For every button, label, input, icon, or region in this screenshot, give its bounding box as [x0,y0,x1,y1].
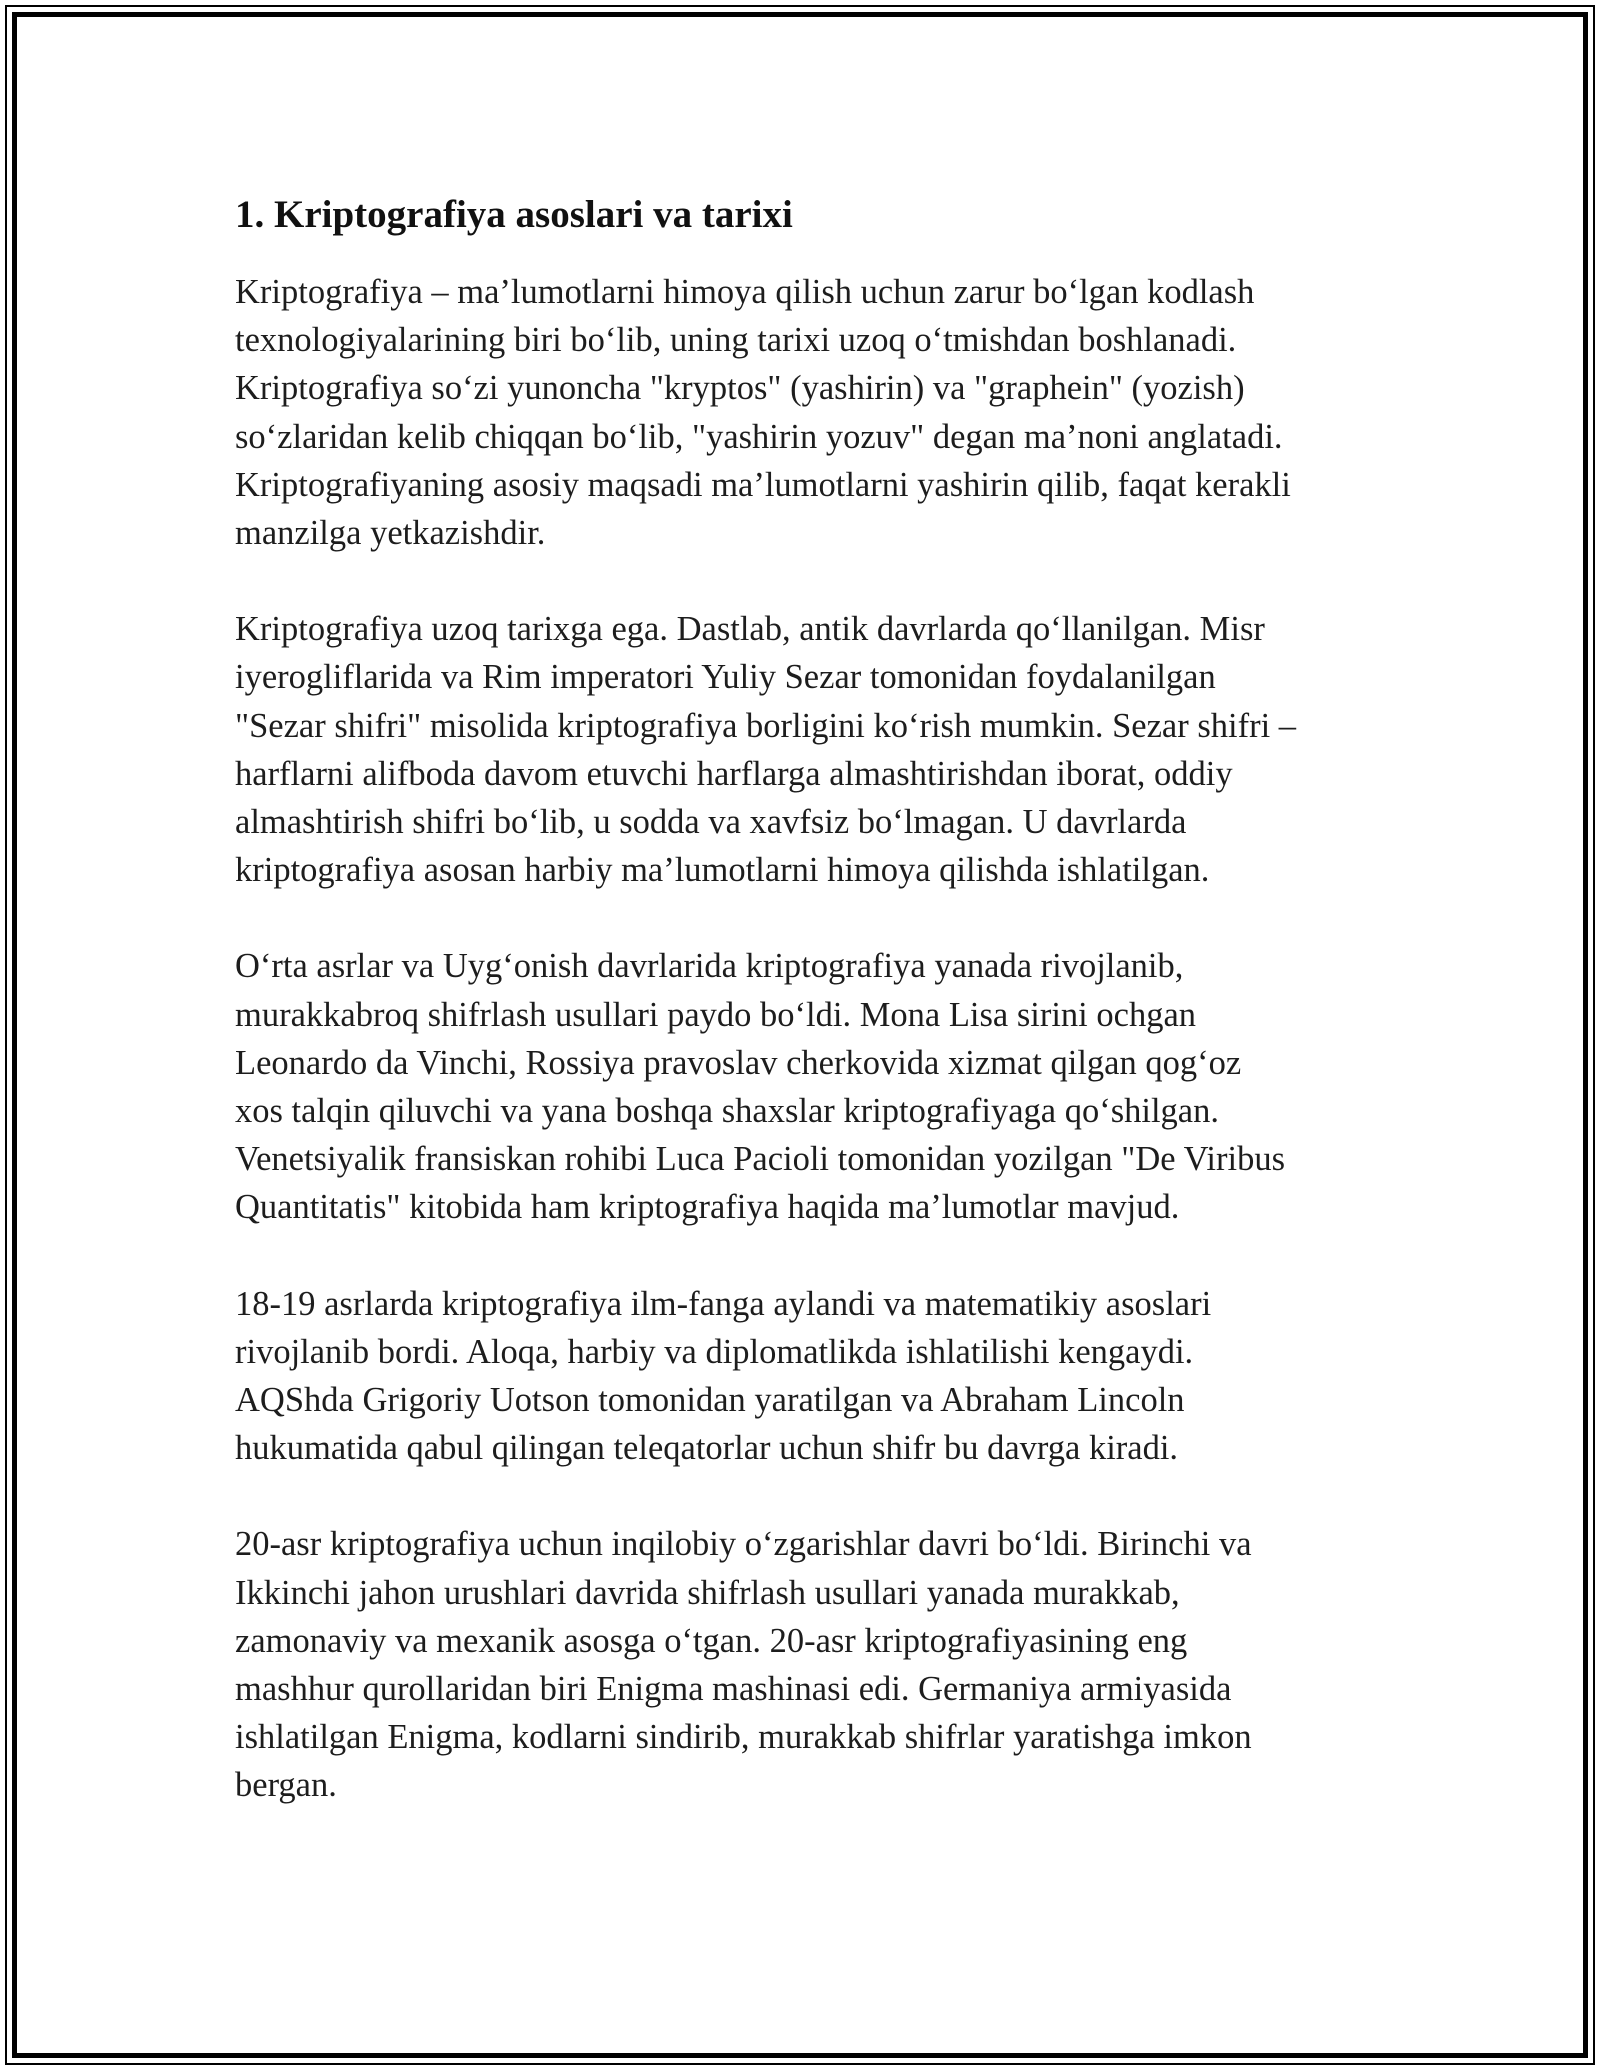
text-line: AQShda Grigoriy Uotson tomonidan yaratilgan va Abraham Lincoln [235,1381,1185,1420]
text-line: murakkabroq shifrlash usullari paydo bo‘ldi. Mona Lisa sirini ochgan [235,995,1197,1034]
text-line: texnologiyalarining biri bo‘lib, uning tarixi uzoq o‘tmishdan boshlanadi. [235,321,1237,360]
paragraph-18-19-centuries [235,1280,1365,1473]
text-line: mashhur qurollaridan biri Enigma mashinasi edi. Germaniya armiyasida [235,1670,1232,1709]
text-line: Leonardo da Vinchi, Rossiya pravoslav cherkovida xizmat qilgan qog‘oz [235,1043,1242,1082]
text-line: almashtirish shifri bo‘lib, u sodda va xavfsiz bo‘lmagan. U davrlarda [235,803,1187,842]
text-line: ishlatilgan Enigma, kodlarni sindirib, murakkab shifrlar yaratishga imkon [235,1718,1252,1757]
text-line: harflarni alifboda davom etuvchi harflarga almashtirishdan iborat, oddiy [235,754,1233,793]
text-line: manzilga yetkazishdir. [235,514,546,553]
text-line: 18-19 asrlarda kriptografiya ilm-fanga aylandi va matematikiy asoslari [235,1284,1212,1323]
paragraph-antiquity [235,605,1365,894]
paragraph-intro [235,268,1365,557]
text-line: bergan. [235,1766,337,1805]
text-line: Kriptografiyaning asosiy maqsadi ma’lumotlarni yashirin qilib, faqat kerakli [235,465,1291,504]
text-line: kriptografiya asosan harbiy ma’lumotlarni himoya qilishda ishlatilgan. [235,851,1210,890]
text-line: Kriptografiya – ma’lumotlarni himoya qilish uchun zarur bo‘lgan kodlash [235,273,1255,311]
text-line: rivojlanib bordi. Aloqa, harbiy va diplomatlikda ishlatilishi kengaydi. [235,1332,1194,1371]
section-heading: 1. Kriptografiya asoslari va tarixi [235,193,793,236]
paragraph-middle-ages [235,942,1365,1231]
text-line: Venetsiyalik fransiskan rohibi Luca Pacioli tomonidan yozilgan "De Viribus [235,1140,1285,1179]
paragraph-20th-century [235,1520,1365,1809]
text-line: Quantitatis" kitobida ham kriptografiya haqida ma’lumotlar mavjud. [235,1188,1180,1227]
document-body [235,190,1365,1858]
text-line: Ikkinchi jahon urushlari davrida shifrlash usullari yanada murakkab, [235,1573,1180,1612]
text-line: Kriptografiya uzoq tarixga ega. Dastlab, antik davrlarda qo‘llanilgan. Misr [235,610,1265,649]
text-line: 20-asr kriptografiya uchun inqilobiy o‘zgarishlar davri bo‘ldi. Birinchi va [235,1525,1252,1564]
text-line: so‘zlaridan kelib chiqqan bo‘lib, "yashirin yozuv" degan ma’noni anglatadi. [235,417,1283,456]
text-line: O‘rta asrlar va Uyg‘onish davrlarida kriptografiya yanada rivojlanib, [235,947,1184,986]
text-line: "Sezar shifri" misolida kriptografiya borligini ko‘rish mumkin. Sezar shifri – [235,706,1297,745]
text-line: Kriptografiya so‘zi yunoncha "kryptos" (yashirin) va "graphein" (yozish) [235,369,1245,408]
text-line: zamonaviy va mexanik asosga o‘tgan. 20-asr kriptografiyasining eng [235,1621,1188,1660]
text-line: xos talqin qiluvchi va yana boshqa shaxslar kriptografiyaga qo‘shilgan. [235,1092,1219,1131]
text-line: iyerogliflarida va Rim imperatori Yuliy Sezar tomonidan foydalanilgan [235,658,1216,697]
text-line: hukumatida qabul qilingan teleqatorlar uchun shifr bu davrga kiradi. [235,1429,1179,1468]
